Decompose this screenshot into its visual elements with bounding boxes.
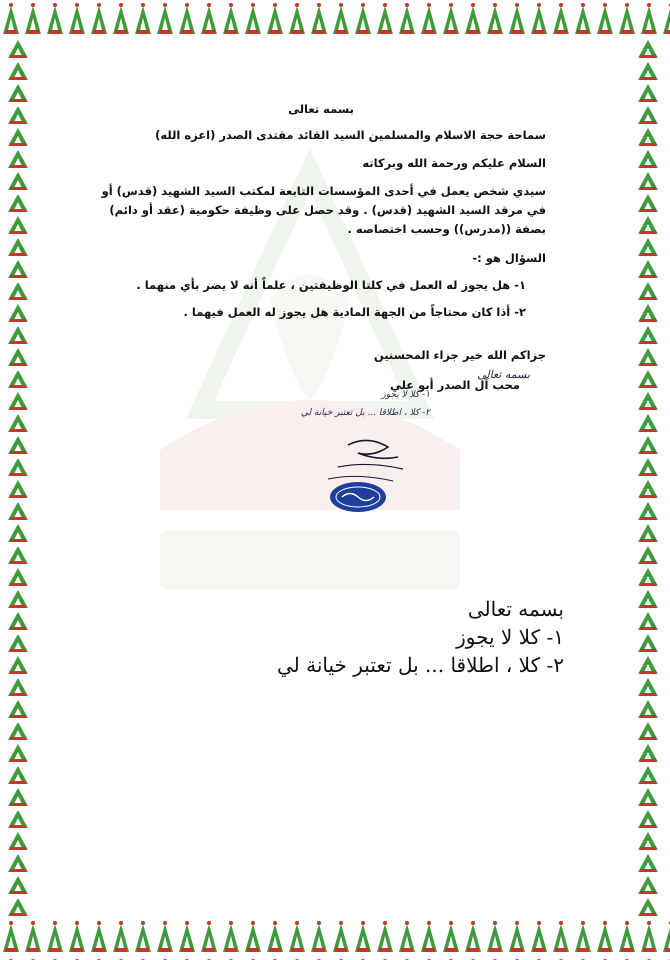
answer-line-1: ١- كلا لا يجوز	[456, 625, 564, 649]
handwritten-answer-1: ١- كلا لا يجوز	[381, 390, 430, 400]
letter-greeting: السلام عليكم ورحمة الله وبركاته	[362, 156, 546, 170]
border-right	[630, 38, 670, 918]
answer-line-2: ٢- كلا ، اطلاقا ... بل تعتبر خيانة لي	[277, 653, 564, 677]
answer-basmala: بسمه تعالى	[467, 597, 564, 621]
border-bottom	[0, 918, 670, 960]
handwritten-basmala: بسمه تعالى	[477, 368, 530, 381]
letter-closing: جزاكم الله خير جزاء المحسنين	[373, 348, 546, 362]
border-top	[0, 0, 670, 38]
letter-addressee: سماحة حجة الاسلام والمسلمين السيد القائد مقتدى الصدر (اعزه الله)	[155, 128, 546, 142]
question-item: ٢- أذا كان محتاجاً من الجهة المادية هل يجوز له العمل فيهما .	[183, 305, 526, 319]
typed-letter	[96, 100, 546, 321]
letter-body: سيدي شخص يعمل في أحدى المؤسسات التابعة لمكتب السيد الشهيد (قدس) أو في مرقد السيد الشهيد (قدس) . وقد حصل على وظيفة حكومية (عقد أو دائم) بصفة ((مدرس)) وحسب اختصاصه .	[101, 184, 546, 236]
answer-block	[277, 595, 564, 679]
question-item: ١- هل يجوز له العمل في كلتا الوظيفتين ، علماً أنه لا يضر بأي منهما .	[136, 278, 526, 292]
seal-stamp	[318, 435, 423, 515]
border-left	[0, 38, 36, 918]
letter-basmala: بسمه تعالى	[288, 102, 354, 116]
handwritten-answer-2: ٢- كلا ، اطلاقا ... بل تعتبر خيانة لي	[300, 408, 430, 418]
letter-signature: محب آل الصدر أبو علي	[389, 378, 520, 392]
question-heading: السؤال هو :-	[472, 251, 546, 265]
